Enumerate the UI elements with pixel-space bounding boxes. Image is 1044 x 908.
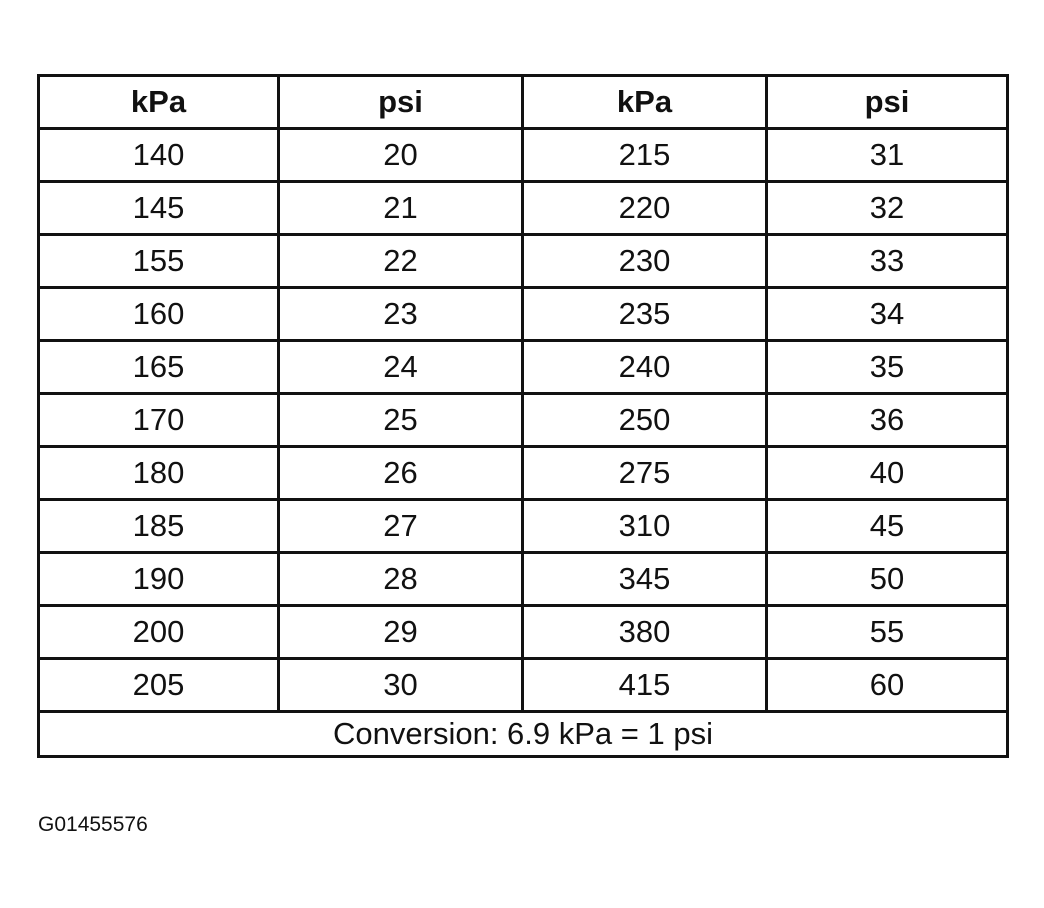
cell-psi-left: 24 [279, 341, 523, 394]
cell-kpa-left: 185 [39, 500, 279, 553]
table-row [39, 447, 1008, 500]
cell-kpa-right: 275 [523, 447, 767, 500]
conversion-footer-row [39, 712, 1008, 757]
cell-psi-left: 22 [279, 235, 523, 288]
table-row [39, 182, 1008, 235]
conversion-note: Conversion: 6.9 kPa = 1 psi [39, 712, 1008, 757]
cell-kpa-left: 140 [39, 129, 279, 182]
cell-kpa-right: 415 [523, 659, 767, 712]
cell-kpa-left: 200 [39, 606, 279, 659]
table-row [39, 553, 1008, 606]
cell-psi-right: 34 [767, 288, 1008, 341]
cell-kpa-right: 230 [523, 235, 767, 288]
cell-kpa-left: 190 [39, 553, 279, 606]
table-row [39, 394, 1008, 447]
figure-id: G01455576 [38, 813, 148, 836]
cell-psi-left: 28 [279, 553, 523, 606]
cell-psi-left: 20 [279, 129, 523, 182]
cell-kpa-right: 310 [523, 500, 767, 553]
table-row [39, 500, 1008, 553]
cell-kpa-left: 155 [39, 235, 279, 288]
cell-psi-right: 35 [767, 341, 1008, 394]
cell-kpa-right: 220 [523, 182, 767, 235]
cell-kpa-right: 345 [523, 553, 767, 606]
cell-kpa-right: 250 [523, 394, 767, 447]
cell-psi-right: 36 [767, 394, 1008, 447]
cell-kpa-right: 380 [523, 606, 767, 659]
cell-psi-left: 27 [279, 500, 523, 553]
cell-psi-left: 23 [279, 288, 523, 341]
cell-kpa-left: 145 [39, 182, 279, 235]
cell-psi-right: 31 [767, 129, 1008, 182]
cell-psi-right: 55 [767, 606, 1008, 659]
header-psi-left: psi [279, 76, 523, 129]
cell-kpa-left: 160 [39, 288, 279, 341]
cell-kpa-right: 215 [523, 129, 767, 182]
table-row [39, 341, 1008, 394]
pressure-conversion-table [37, 74, 1009, 758]
cell-psi-right: 32 [767, 182, 1008, 235]
cell-psi-right: 45 [767, 500, 1008, 553]
cell-psi-right: 40 [767, 447, 1008, 500]
table-row [39, 606, 1008, 659]
cell-kpa-left: 180 [39, 447, 279, 500]
cell-kpa-left: 170 [39, 394, 279, 447]
cell-kpa-left: 205 [39, 659, 279, 712]
cell-psi-left: 26 [279, 447, 523, 500]
cell-kpa-right: 240 [523, 341, 767, 394]
cell-psi-left: 21 [279, 182, 523, 235]
cell-psi-right: 50 [767, 553, 1008, 606]
table-row [39, 288, 1008, 341]
header-row [39, 76, 1008, 129]
cell-psi-left: 25 [279, 394, 523, 447]
cell-psi-left: 30 [279, 659, 523, 712]
table-row [39, 129, 1008, 182]
cell-psi-right: 60 [767, 659, 1008, 712]
cell-psi-left: 29 [279, 606, 523, 659]
cell-psi-right: 33 [767, 235, 1008, 288]
header-kpa-right: kPa [523, 76, 767, 129]
cell-kpa-right: 235 [523, 288, 767, 341]
header-kpa-left: kPa [39, 76, 279, 129]
cell-kpa-left: 165 [39, 341, 279, 394]
table-row [39, 235, 1008, 288]
header-psi-right: psi [767, 76, 1008, 129]
table-row [39, 659, 1008, 712]
